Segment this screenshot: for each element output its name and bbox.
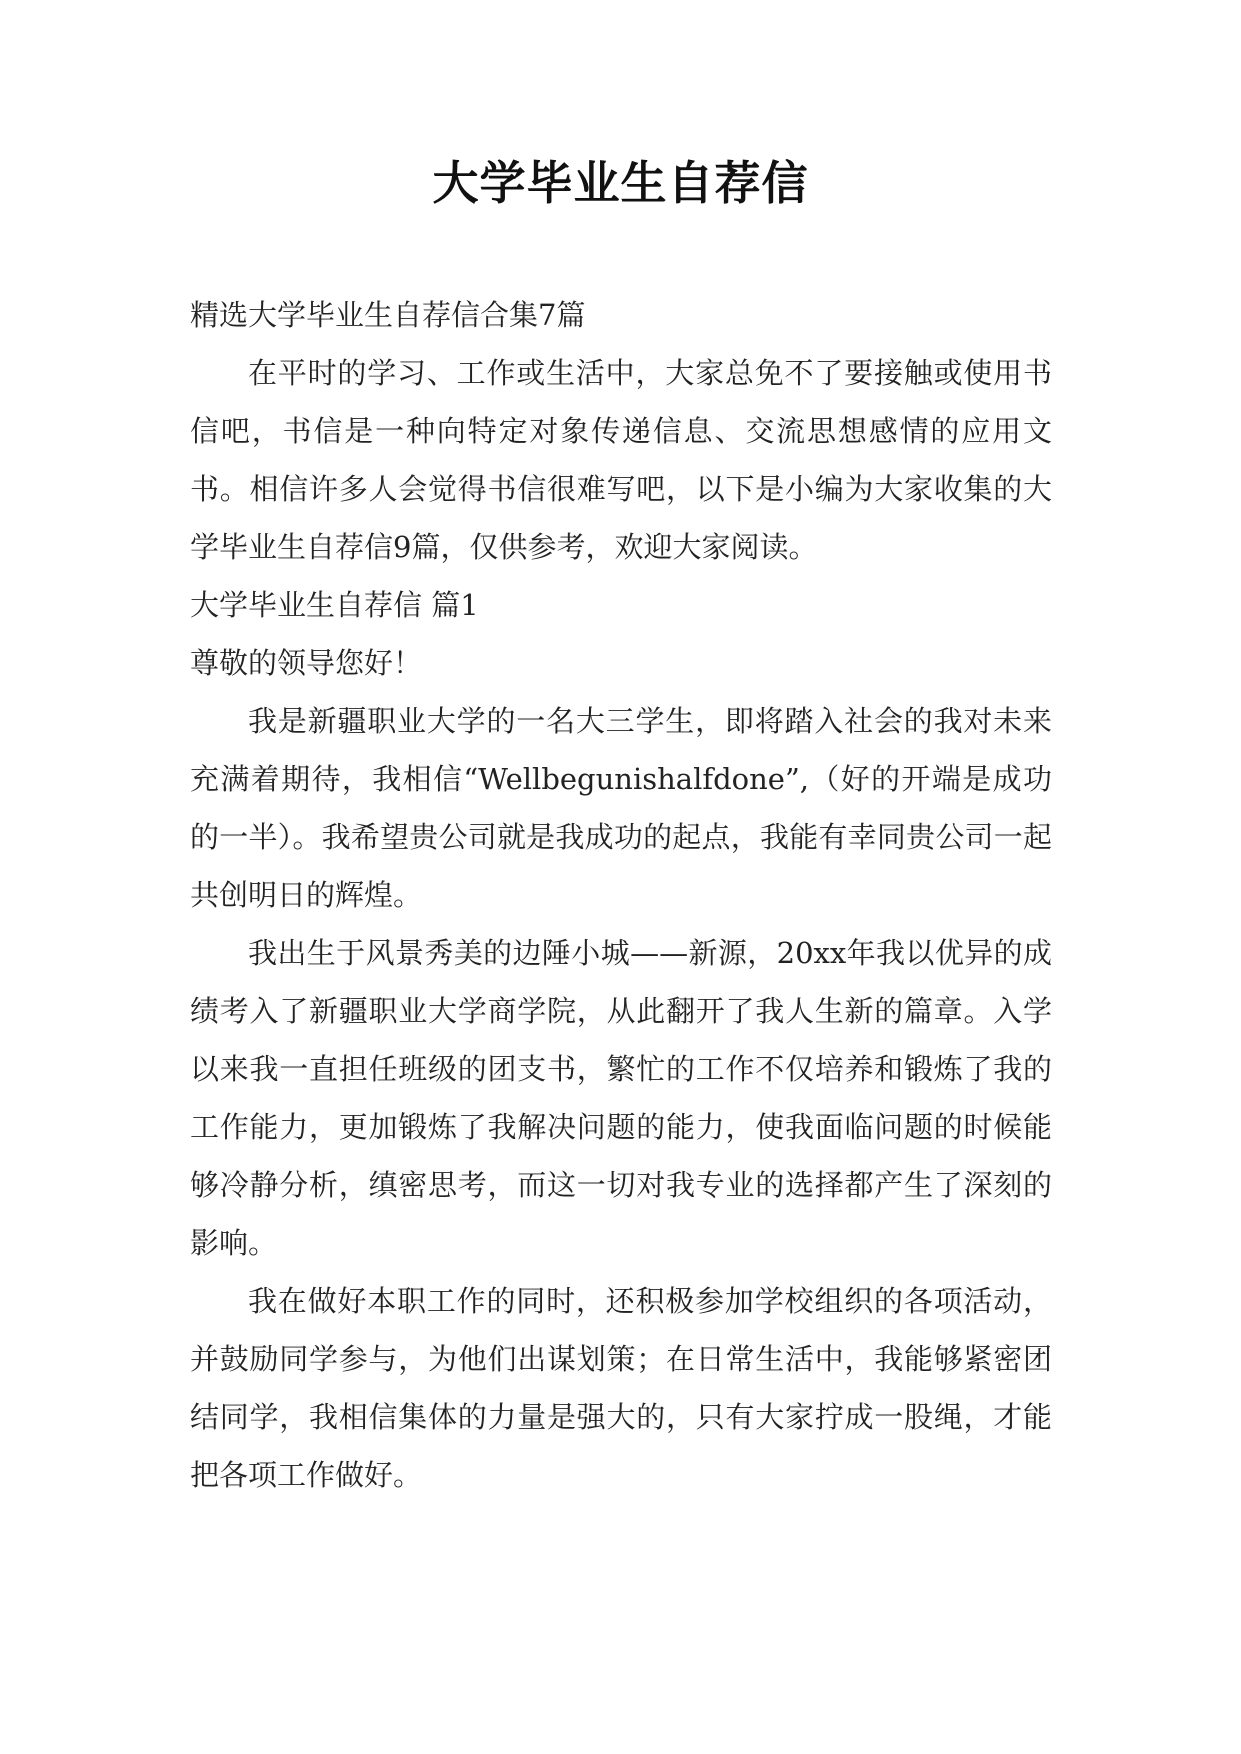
body-paragraph-2: 我出生于风景秀美的边陲小城——新源，20xx年我以优异的成绩考入了新疆职业大学商学院，从此翻开了我人生新的篇章。入学以来我一直担任班级的团支书，繁忙的工作不仅培养和锻炼了我的工作能力，更加锻炼了我解决问题的能力，使我面临问题的时候能够冷静分析，缜密思考，而这一切对我专业的选择都产生了深刻的影响。 [190,936,1052,1260]
subtitle-line: 精选大学毕业生自荐信合集7篇 [190,298,586,332]
salutation: 尊敬的领导您好！ [190,646,423,680]
document-title: 大学毕业生自荐信 [432,156,809,210]
section-heading: 大学毕业生自荐信 篇1 [190,588,479,622]
document-body [190,286,1052,1504]
body-paragraph-1: 我是新疆职业大学的一名大三学生，即将踏入社会的我对未来充满着期待，我相信“Wellbegunishalfdone”,（好的开端是成功的一半）。我希望贵公司就是我成功的起点，我能有幸同贵公司一起共创明日的辉煌。 [190,704,1052,912]
body-paragraph-3: 我在做好本职工作的同时，还积极参加学校组织的各项活动，并鼓励同学参与，为他们出谋划策；在日常生活中，我能够紧密团结同学，我相信集体的力量是强大的，只有大家拧成一股绳，才能把各项工作做好。 [190,1284,1052,1492]
intro-paragraph: 在平时的学习、工作或生活中，大家总免不了要接触或使用书信吧，书信是一种向特定对象传递信息、交流思想感情的应用文书。相信许多人会觉得书信很难写吧，以下是小编为大家收集的大学毕业生自荐信9篇，仅供参考，欢迎大家阅读。 [190,356,1052,564]
